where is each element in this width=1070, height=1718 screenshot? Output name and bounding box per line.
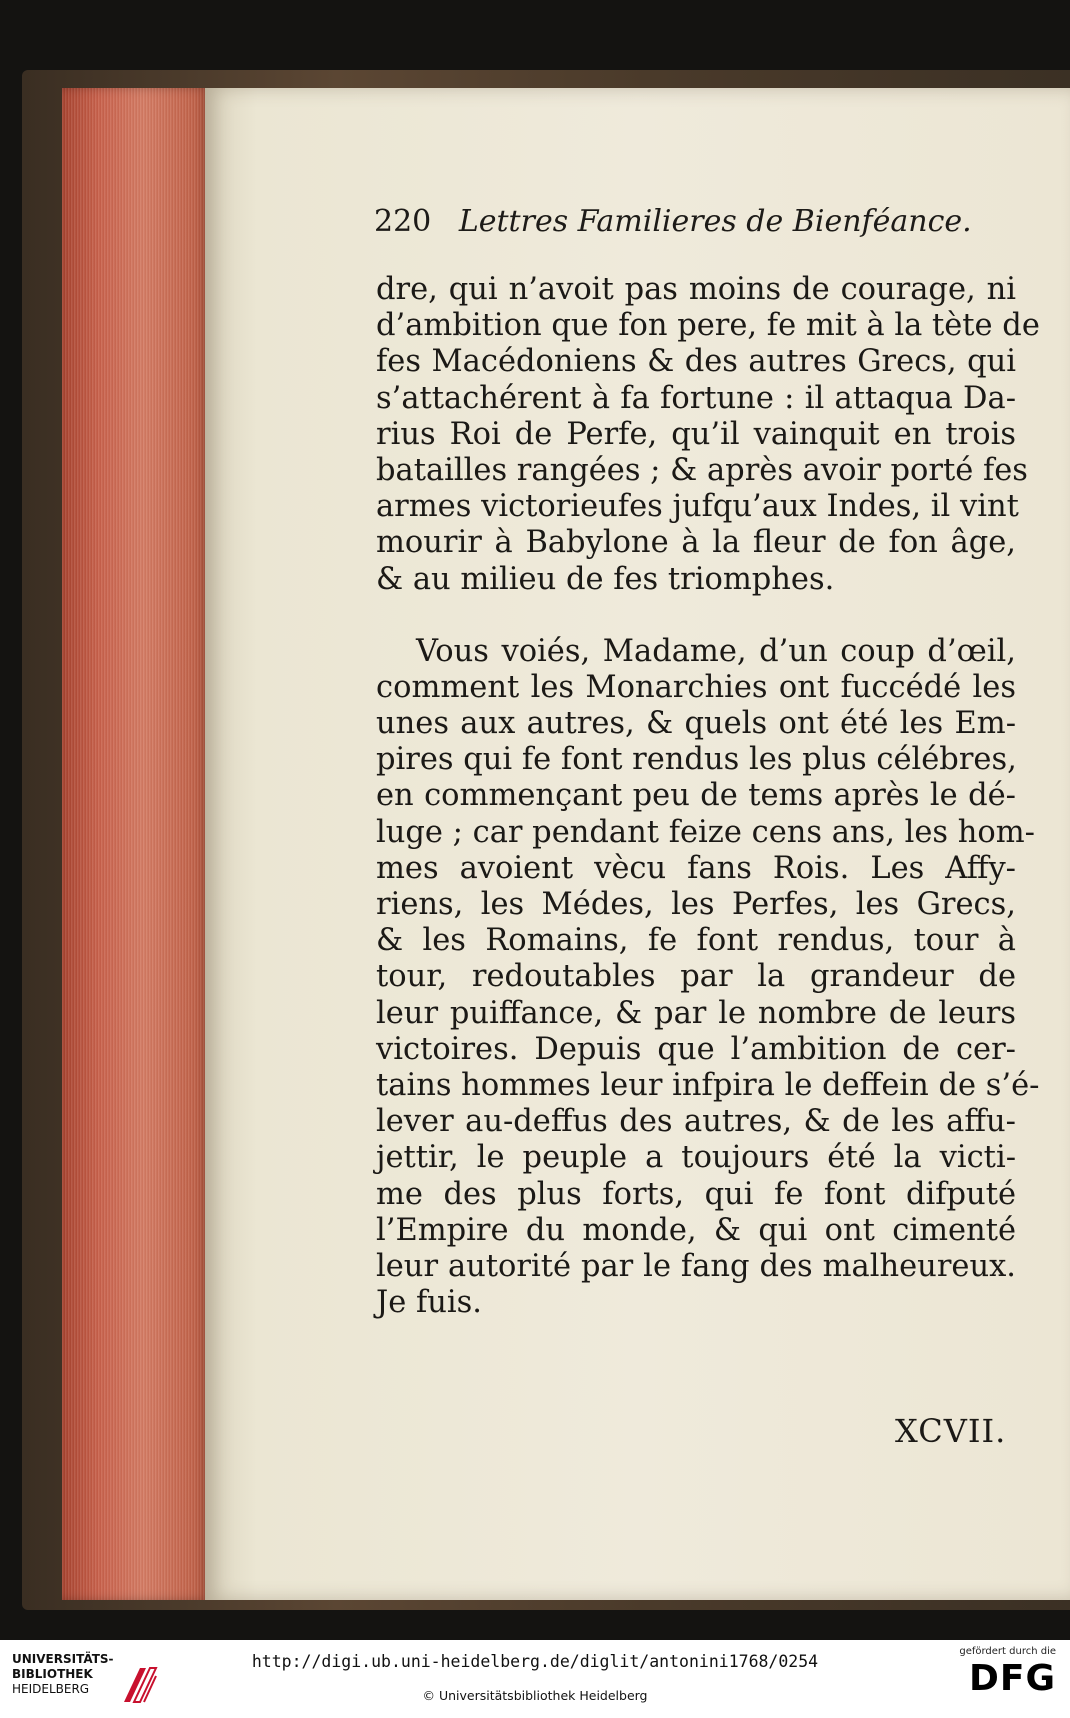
text-line: d’ambition que fon pere, fe mit à la tète de [376,308,1040,344]
dfg-caption: gefördert durch die [959,1646,1056,1657]
permalink-url[interactable]: http://digi.ub.uni-heidelberg.de/diglit/antonini1768/0254 [251,1652,819,1671]
viewer-footer [0,1640,1070,1718]
text-line: Je fuis. [376,1285,483,1321]
library-name-line: BIBLIOTHEK [12,1667,93,1681]
text-line: en commençant peu de tems après le dé- [376,778,1016,814]
text-line: batailles rangées ; & après avoir porté fes [376,452,1028,488]
text-line: tains hommes leur infpira le deffein de s’é- [376,1067,1040,1103]
text-line: jettir, le peuple a toujours été la victi- [376,1140,1016,1176]
text-line: fes Macédoniens & des autres Grecs, qui [376,344,1016,380]
page-edges-red [62,88,210,1600]
text-line: tour, redoutables par la grandeur de [376,959,1016,995]
text-line: victoires. Depuis que l’ambition de cer- [376,1031,1016,1067]
text-line: leur puiffance, & par le nombre de leurs [376,995,1016,1031]
text-line: armes victorieufes jufqu’aux Indes, il vint [376,489,1019,525]
text-line: l’Empire du monde, & qui ont cimenté [376,1212,1016,1248]
dfg-logo-block [946,1646,1056,1712]
text-line: rius Roi de Perfe, qu’il vainquit en trois [376,416,1016,452]
text-line: comment les Monarchies ont fuccédé les [376,669,1016,705]
text-line: unes aux autres, & quels ont été les Em- [376,706,1016,742]
text-line: mes avoient vècu fans Rois. Les Affy- [376,850,1016,886]
text-line: & au milieu de fes triomphes. [376,561,835,597]
text-line: riens, les Médes, les Perfes, les Grecs, [376,887,1016,922]
text-line: me des plus forts, qui fe font difputé [376,1176,1016,1212]
text-line: Vous voiés, Madame, d’un coup d’œil, [416,633,1016,669]
text-line: mourir à Babylone à la fleur de fon âge, [376,525,1016,561]
paragraph-1 [376,272,1040,598]
catchword: XCVII. [895,1412,1007,1450]
text-line: s’attachérent à fa fortune : il attaqua Da- [376,380,1016,416]
running-title: Lettres Familieres de Bienféance. [458,204,972,239]
text-line: leur autorité par le fang des malheureux. [376,1248,1016,1284]
running-head [374,204,972,244]
library-name-line: HEIDELBERG [12,1682,90,1696]
copyright-notice: © Universitätsbibliothek Heidelberg [422,1688,648,1703]
paragraph-2 [376,633,1040,1322]
text-line: luge ; car pendant feize cens ans, les hom- [376,814,1035,850]
text-block [376,272,1040,1321]
library-name-line: UNIVERSITÄTS- [12,1652,114,1666]
text-line: lever au-deffus des autres, & de les affu- [376,1104,1016,1140]
text-line: dre, qui n’avoit pas moins de courage, ni [376,272,1016,307]
text-line: pires qui fe font rendus les plus célébres, [376,742,1017,778]
dfg-logo: DFG [968,1658,1056,1699]
page-number: 220 [374,204,432,239]
text-line: & les Romains, fe font rendus, tour à [376,923,1016,959]
